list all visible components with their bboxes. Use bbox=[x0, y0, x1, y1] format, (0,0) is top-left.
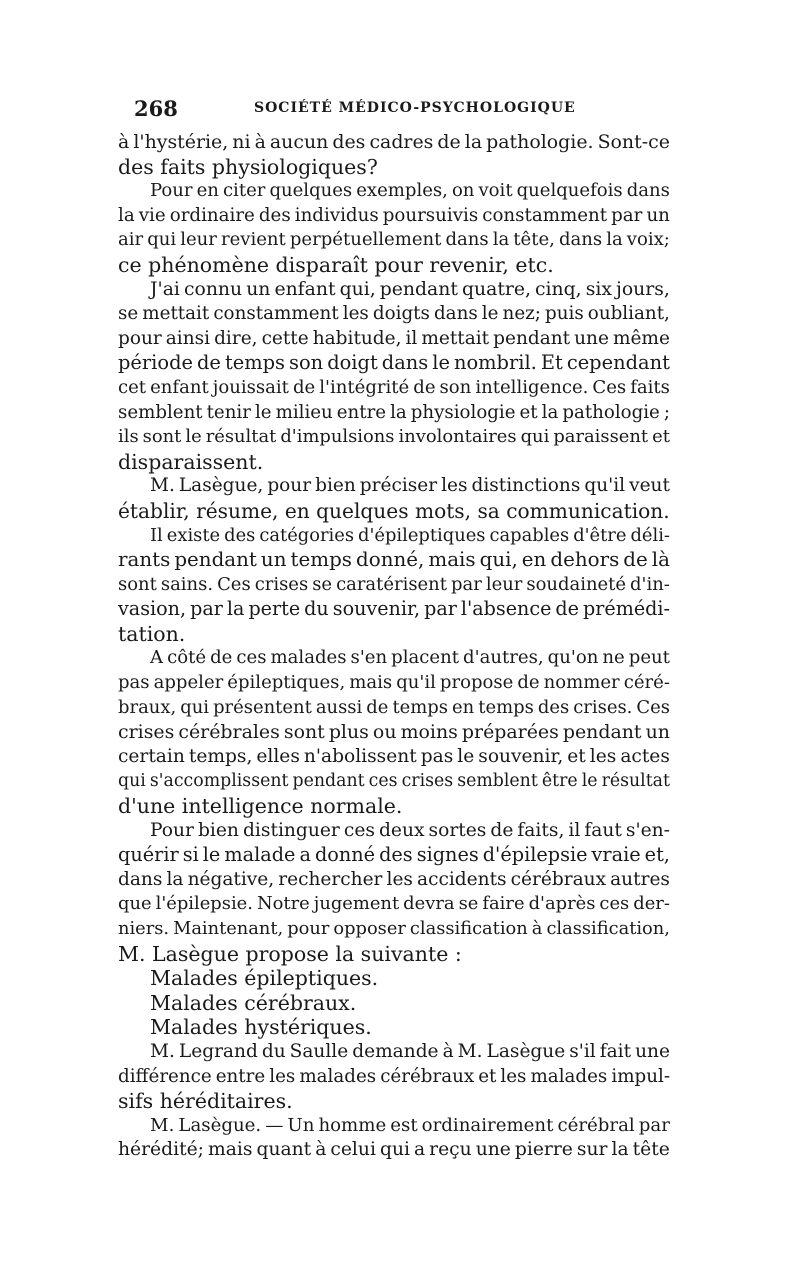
text-line: période de temps son doigt dans le nombril. Et cependant bbox=[118, 351, 670, 375]
page-number: 268 bbox=[134, 96, 178, 121]
text-line: des faits physiologiques? bbox=[118, 154, 378, 179]
text-line: d'une intelligence normale. bbox=[118, 794, 403, 819]
text-line: certain temps, elles n'abolissent pas le souvenir, et les actes bbox=[118, 745, 670, 767]
text-line: établir, résume, en quelques mots, sa communication. bbox=[118, 498, 670, 523]
text-line: sifs héréditaires. bbox=[118, 1089, 293, 1114]
text-line: vasion, par la perte du souvenir, par l'absence de prémédi- bbox=[118, 597, 670, 621]
text-line: pas appeler épileptiques, mais qu'il propose de nommer céré- bbox=[118, 672, 670, 694]
body-text bbox=[118, 130, 670, 1163]
page-header bbox=[134, 96, 674, 122]
text-line: pour ainsi dire, cette habitude, il mettait pendant une même bbox=[118, 327, 670, 349]
text-line: sont sains. Ces crises se caratérisent par leur soudaineté d'in- bbox=[118, 573, 670, 595]
text-line: que l'épilepsie. Notre jugement devra se faire d'après ces der- bbox=[118, 893, 670, 915]
list-item: Malades épileptiques. bbox=[150, 966, 379, 991]
text-line: braux, qui présentent aussi de temps en temps des crises. Ces bbox=[118, 696, 670, 718]
text-line: ils sont le résultat d'impulsions involontaires qui paraissent et bbox=[118, 426, 670, 448]
text-line: la vie ordinaire des individus poursuivis constamment par un bbox=[118, 204, 670, 226]
list-item: Malades cérébraux. bbox=[150, 990, 357, 1015]
running-title: SOCIÉTÉ MÉDICO-PSYCHOLOGIQUE bbox=[254, 100, 576, 116]
text-line: Pour en citer quelques exemples, on voit quelquefois dans bbox=[150, 180, 670, 202]
text-line: crises cérébrales sont plus ou moins préparées pendant un bbox=[118, 721, 670, 744]
text-line: à l'hystérie, ni à aucun des cadres de la pathologie. Sont-ce bbox=[118, 131, 670, 153]
text-line: M. Lasègue propose la suivante : bbox=[118, 941, 462, 966]
text-line: se mettait constamment les doigts dans le nez; puis oubliant, bbox=[118, 303, 670, 325]
text-line: rants pendant un temps donné, mais qui, en dehors de là bbox=[118, 548, 670, 572]
text-line: Il existe des catégories d'épileptiques capables d'être déli- bbox=[150, 524, 670, 546]
text-line: A côté de ces malades s'en placent d'autres, qu'on ne peut bbox=[150, 647, 670, 669]
text-line: ce phénomène disparaît pour revenir, etc. bbox=[118, 252, 554, 277]
text-line: Pour bien distinguer ces deux sortes de faits, il faut s'en- bbox=[150, 819, 670, 841]
text-line: M. Legrand du Saulle demande à M. Lasègue s'il fait une bbox=[150, 1040, 670, 1062]
text-line: dans la négative, rechercher les accidents cérébraux autres bbox=[118, 868, 670, 890]
text-line: différence entre les malades cérébraux et les malades impul- bbox=[118, 1065, 670, 1087]
text-line: hérédité; mais quant à celui qui a reçu une pierre sur la tête bbox=[118, 1139, 670, 1161]
text-line: quérir si le malade a donné des signes d'épilepsie vraie et, bbox=[118, 843, 670, 867]
text-line: niers. Maintenant, pour opposer classification à classification, bbox=[118, 918, 670, 939]
text-line: tation. bbox=[118, 621, 186, 646]
text-line: M. Lasègue. — Un homme est ordinairement cérébral par bbox=[150, 1114, 670, 1136]
text-line: semblent tenir le milieu entre la physiologie et la pathologie ; bbox=[118, 401, 670, 423]
text-line: qui s'accomplissent pendant ces crises semblent être le résultat bbox=[118, 771, 670, 792]
text-line: disparaissent. bbox=[118, 449, 264, 474]
text-line: J'ai connu un enfant qui, pendant quatre, cinq, six jours, bbox=[150, 278, 670, 300]
list-item: Malades hystériques. bbox=[150, 1015, 372, 1040]
text-line: air qui leur revient perpétuellement dans la tête, dans la voix; bbox=[118, 229, 670, 251]
text-line: cet enfant jouissait de l'intégrité de son intelligence. Ces faits bbox=[118, 376, 670, 398]
text-line: M. Lasègue, pour bien préciser les distinctions qu'il veut bbox=[150, 475, 670, 497]
